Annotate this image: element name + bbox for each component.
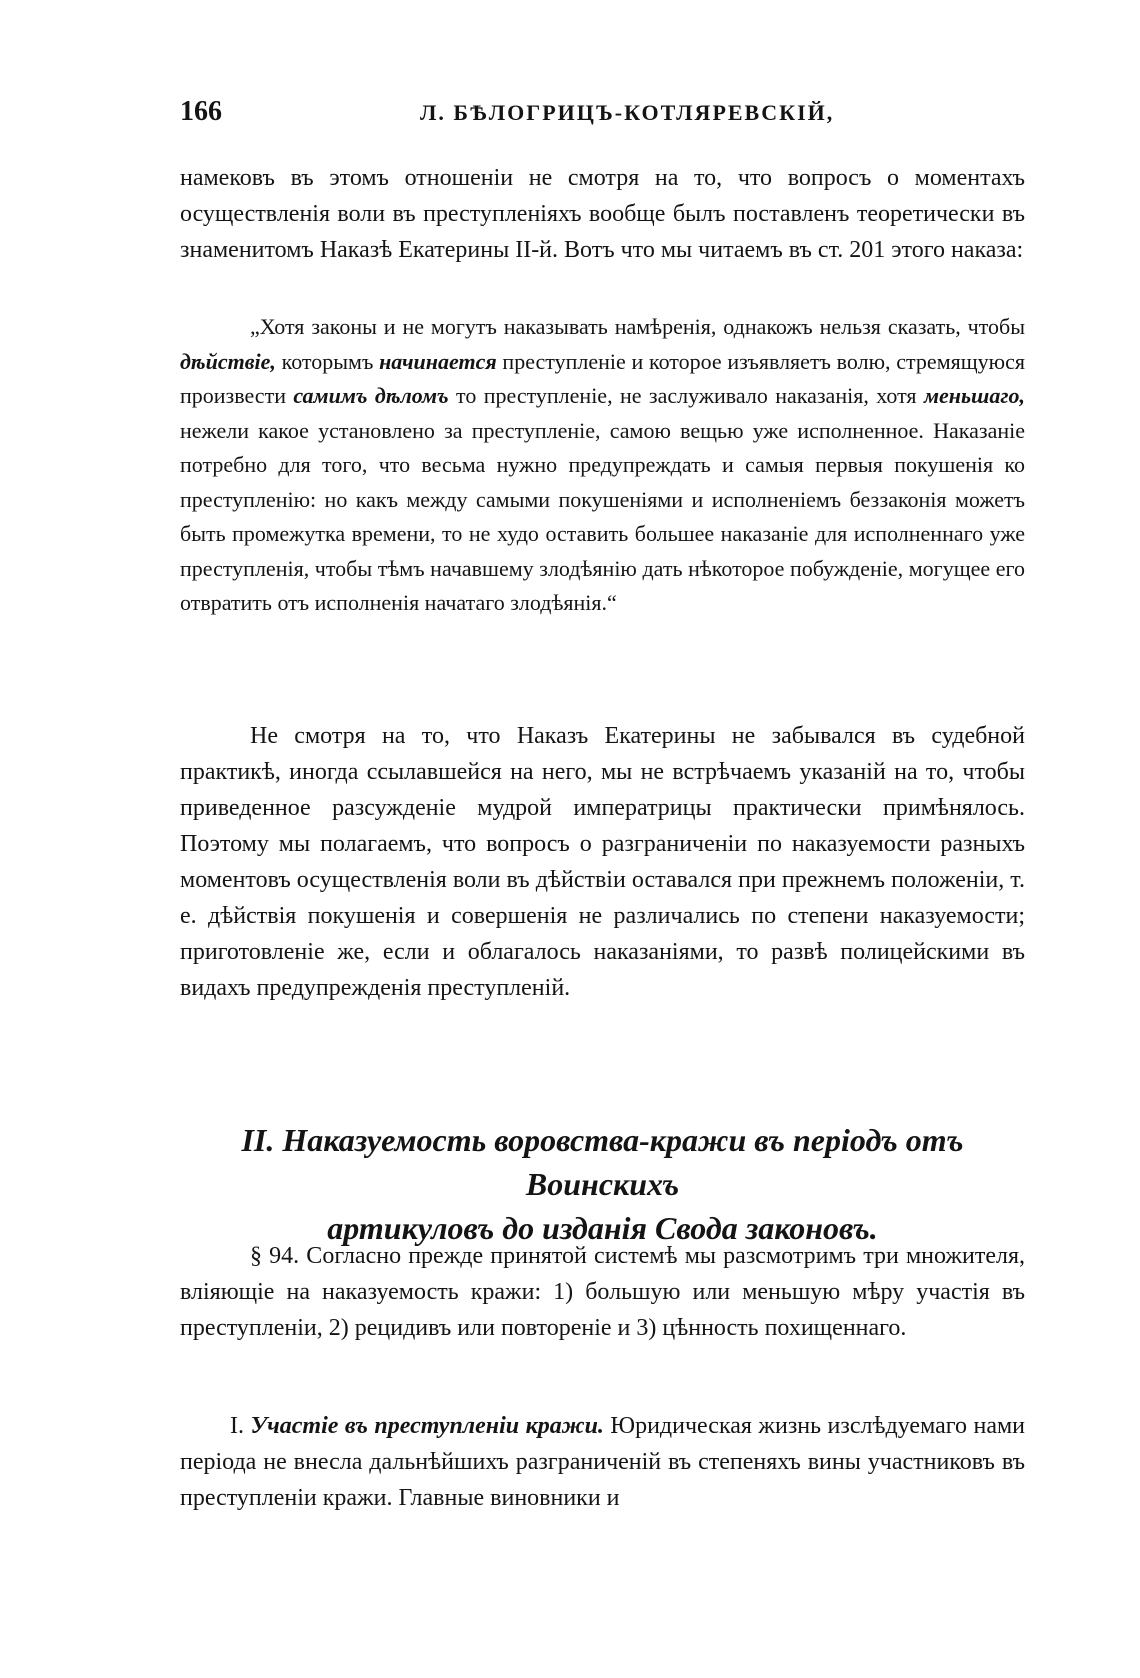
quote-text-5: нежели какое установлено за преступленіе, самою вещью уже исполненное. Наказаніе потребно для того, что весьма нужно предупреждать и самыя первыя покушенія ко преступленію: но какъ между самыми покушеніями и исполненіемъ беззаконія можетъ быть промежутка времени, то не худо оставить большее наказаніе для исполненнаго уже преступленія, чтобы тѣмъ начавшему злодѣянію дать нѣкоторое побужденіе, могущее его отвратить отъ исполненія начатаго злодѣянія.“ <box>180 417 1025 615</box>
quote-emphasis-3: самимъ дѣломъ <box>293 383 449 408</box>
quote-emphasis-2: начинается <box>379 348 497 374</box>
quote-emphasis-1: дѣйствіе, <box>180 348 276 374</box>
quote-text-4: то преступленіе, не заслуживало наказанія, хотя <box>448 383 924 408</box>
running-title: Л. БѢЛОГРИЦЪ-КОТЛЯРЕВСКІЙ, <box>420 100 835 125</box>
part-one-paragraph <box>180 1408 1025 1516</box>
main-paragraph: Не смотря на то, что Наказъ Екатерины не забывался въ судебной практикѣ, иногда ссылавшейся на него, мы не встрѣчаемъ указаній на то, чтобы приведенное разсужденіе мудрой императрицы практически примѣнялось. Поэтому мы полагаемъ, что вопросъ о разграниченіи по наказуемости разныхъ моментовъ осуществленія воли въ дѣйствіи оставался при прежнемъ положеніи, т. е. дѣйствія покушенія и совершенія не различались по степени наказуемости; приготовленіе же, если и облагалось наказаніями, то развѣ полицейскими въ видахъ предупрежденія преступленій. <box>180 723 1025 1001</box>
paragraph-94: § 94. Согласно прежде принятой системѣ мы разсмотримъ три множителя, вліяющіе на наказуемость кражи: 1) большую или меньшую мѣру участія въ преступленіи, 2) рецидивъ или повтореніе и 3) цѣнность похищеннаго. <box>180 1243 1025 1341</box>
running-head <box>180 96 1020 136</box>
section-heading <box>180 1118 1025 1250</box>
quote-text-1: „Хотя законы и не могутъ наказывать намѣренія, однакожъ нельзя сказать, чтобы <box>250 314 1025 339</box>
part-one-title: Участіе въ преступленіи кражи. <box>250 1413 604 1439</box>
part-one-number: I. <box>230 1413 251 1439</box>
quote-emphasis-4: меньшаго, <box>923 383 1025 408</box>
quote-text-3: преступленіе и которое изъявляетъ волю, стремящуюся произвести <box>180 348 1025 408</box>
main-paragraph-block <box>180 718 1025 1006</box>
intro-paragraph-block <box>180 160 1025 268</box>
paragraph-94-block <box>180 1238 1025 1346</box>
quote-text-2: которымъ <box>275 348 380 374</box>
quotation-block <box>180 310 1025 621</box>
part-one-block <box>180 1408 1025 1516</box>
quotation-paragraph <box>180 310 1025 621</box>
part-one-text: Юридическая жизнь изслѣдуемаго нами періода не внесла дальнѣйшихъ разграниченій въ степеняхъ вины участниковъ въ преступленіи кражи. Главные виновники и <box>180 1413 1025 1511</box>
section-heading-line-1: II. Наказуемость воровства-кражи въ періодъ отъ Воинскихъ <box>241 1122 964 1202</box>
intro-paragraph: намековъ въ этомъ отношеніи не смотря на то, что вопросъ о моментахъ осуществленія воли въ преступленіяхъ вообще былъ поставленъ теоретически въ знаменитомъ Наказѣ Екатерины II-й. Вотъ что мы читаемъ въ ст. 201 этого наказа: <box>180 165 1025 263</box>
page-number: 166 <box>180 96 222 127</box>
section-heading-line-2: артикуловъ до изданія Свода законовъ. <box>327 1210 878 1246</box>
